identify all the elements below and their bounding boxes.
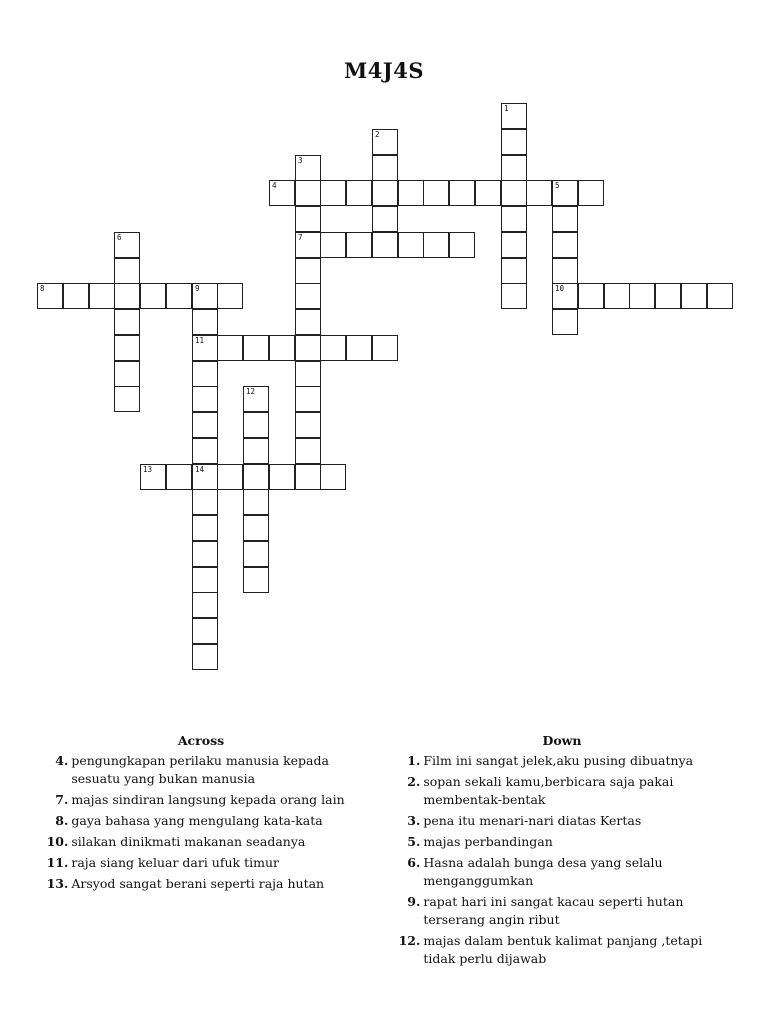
grid-cell[interactable] [192,515,218,541]
grid-cell[interactable] [398,180,424,206]
grid-cell[interactable] [114,361,140,387]
grid-cell[interactable] [372,335,398,361]
clue-text: majas dalam bentuk kalimat panjang ,tetapi tidak perlu dijawab [423,933,703,966]
grid-cell[interactable] [295,412,321,438]
clue-across: 7 . majas sindiran langsung kepada orang lain [40,791,362,809]
grid-cell[interactable] [372,206,398,232]
clue-text: gaya bahasa yang mengulang kata-kata [71,813,323,828]
clue-number: 13 [46,876,64,891]
grid-cell[interactable] [295,155,321,181]
grid-cell[interactable] [295,180,321,206]
grid-cell[interactable] [192,541,218,567]
grid-cell[interactable] [63,283,89,309]
grid-cell[interactable] [629,283,655,309]
grid-cell[interactable] [501,103,527,129]
across-clues [40,732,362,896]
grid-cell[interactable] [372,232,398,258]
grid-cell[interactable] [501,232,527,258]
grid-cell[interactable] [449,180,475,206]
clue-across: 10 . silakan dinikmati makanan seadanya [40,833,362,851]
clue-number: 6 [407,855,416,870]
grid-cell[interactable] [243,489,269,515]
clue-across: 11 . raja siang keluar dari ufuk timur [40,854,362,872]
grid-cell[interactable] [501,129,527,155]
clue-number: 2 [407,774,416,789]
grid-cell[interactable] [114,335,140,361]
clue-text: raja siang keluar dari ufuk timur [71,855,279,870]
grid-cell[interactable] [243,567,269,593]
cell-number: 7 [298,233,303,242]
down-clues [392,732,732,971]
grid-cell[interactable] [578,283,604,309]
grid-cell[interactable] [552,258,578,284]
clue-text: rapat hari ini sangat kacau seperti hutan terserang angin ribut [423,894,684,927]
grid-cell[interactable] [269,464,295,490]
grid-cell[interactable] [295,283,321,309]
across-heading: Across [177,733,225,748]
cell-number: 2 [375,130,380,139]
cell-number: 4 [272,181,277,190]
puzzle-title: M4J4S [343,58,425,83]
clue-text: Hasna adalah bunga desa yang selalu menganggumkan [423,855,663,888]
grid-cell[interactable] [295,258,321,284]
grid-cell[interactable] [243,515,269,541]
grid-cell[interactable] [295,206,321,232]
grid-cell[interactable] [707,283,733,309]
grid-cell[interactable] [269,335,295,361]
grid-cell[interactable] [552,206,578,232]
grid-cell[interactable] [243,464,269,490]
grid-cell[interactable] [552,232,578,258]
grid-cell[interactable] [295,232,321,258]
grid-cell[interactable] [114,283,140,309]
down-heading: Down [542,733,582,748]
grid-cell[interactable] [423,232,449,258]
cell-number: 11 [195,336,205,345]
grid-cell[interactable] [295,464,321,490]
grid-cell[interactable] [192,283,218,309]
clue-text: majas perbandingan [423,834,553,849]
cell-number: 1 [504,104,509,113]
grid-cell[interactable] [243,541,269,567]
grid-cell[interactable] [346,180,372,206]
grid-cell[interactable] [114,232,140,258]
cell-number: 12 [246,387,256,396]
clue-across: 13 . Arsyod sangat berani seperti raja hutan [40,875,362,893]
grid-cell[interactable] [295,438,321,464]
grid-cell[interactable] [552,309,578,335]
cell-number: 10 [555,284,565,293]
grid-cell[interactable] [501,283,527,309]
clue-number: 10 [46,834,64,849]
clue-number: 7 [55,792,64,807]
grid-cell[interactable] [320,335,346,361]
grid-cell[interactable] [192,644,218,670]
clue-text: pena itu menari-nari diatas Kertas [423,813,642,828]
clue-number: 12 [398,933,416,948]
grid-cell[interactable] [295,386,321,412]
grid-cell[interactable] [166,464,192,490]
grid-cell[interactable] [372,129,398,155]
grid-cell[interactable] [243,335,269,361]
grid-cell[interactable] [217,335,243,361]
grid-cell[interactable] [192,567,218,593]
clue-text: Film ini sangat jelek,aku pusing dibuatnya [423,753,694,768]
clue-across: 4 . pengungkapan perilaku manusia kepada sesuatu yang bukan manusia [40,752,362,788]
clue-down: 6 . Hasna adalah bunga desa yang selalu menganggumkan [392,854,732,890]
grid-cell[interactable] [655,283,681,309]
grid-cell[interactable] [501,180,527,206]
grid-cell[interactable] [295,361,321,387]
grid-cell[interactable] [89,283,115,309]
grid-cell[interactable] [372,180,398,206]
grid-cell[interactable] [449,232,475,258]
grid-cell[interactable] [192,386,218,412]
clue-number: 5 [407,834,416,849]
grid-cell[interactable] [346,335,372,361]
cell-number: 5 [555,181,560,190]
grid-cell[interactable] [192,592,218,618]
grid-cell[interactable] [114,386,140,412]
grid-cell[interactable] [217,283,243,309]
grid-cell[interactable] [217,464,243,490]
grid-cell[interactable] [320,464,346,490]
clue-number: 3 [407,813,416,828]
grid-cell[interactable] [501,206,527,232]
grid-cell[interactable] [192,464,218,490]
grid-cell[interactable] [192,309,218,335]
grid-cell[interactable] [423,180,449,206]
grid-cell[interactable] [140,283,166,309]
grid-cell[interactable] [192,489,218,515]
grid-cell[interactable] [192,335,218,361]
grid-cell[interactable] [604,283,630,309]
clue-text: sopan sekali kamu,berbicara saja pakai membentak-bentak [423,774,674,807]
grid-cell[interactable] [295,335,321,361]
grid-cell[interactable] [166,283,192,309]
grid-cell[interactable] [372,155,398,181]
grid-cell[interactable] [37,283,63,309]
grid-cell[interactable] [526,180,552,206]
grid-cell[interactable] [398,232,424,258]
cell-number: 14 [195,465,205,474]
grid-cell[interactable] [681,283,707,309]
clue-number: 9 [407,894,416,909]
clue-down: 2 . sopan sekali kamu,berbicara saja pakai membentak-bentak [392,773,732,809]
grid-cell[interactable] [501,258,527,284]
grid-cell[interactable] [578,180,604,206]
grid-cell[interactable] [192,438,218,464]
grid-cell[interactable] [320,232,346,258]
grid-cell[interactable] [114,309,140,335]
clue-number: 1 [407,753,416,768]
grid-cell[interactable] [552,180,578,206]
cell-number: 13 [143,465,153,474]
cell-number: 6 [117,233,122,242]
grid-cell[interactable] [192,412,218,438]
grid-cell[interactable] [140,464,166,490]
clue-down: 3 . pena itu menari-nari diatas Kertas [392,812,732,830]
clue-down: 5 . majas perbandingan [392,833,732,851]
grid-cell[interactable] [475,180,501,206]
clue-text: Arsyod sangat berani seperti raja hutan [71,876,325,891]
clue-number: 4 [55,753,64,768]
grid-cell[interactable] [346,232,372,258]
clue-down: 12 . majas dalam bentuk kalimat panjang ,tetapi tidak perlu dijawab [392,932,732,968]
clue-text: majas sindiran langsung kepada orang lain [71,792,345,807]
grid-cell[interactable] [501,155,527,181]
grid-cell[interactable] [243,438,269,464]
cell-number: 8 [40,284,45,293]
cell-number: 3 [298,156,303,165]
grid-cell[interactable] [243,412,269,438]
clue-number: 8 [55,813,64,828]
clue-across: 8 . gaya bahasa yang mengulang kata-kata [40,812,362,830]
grid-cell[interactable] [114,258,140,284]
grid-cell[interactable] [295,309,321,335]
grid-cell[interactable] [192,361,218,387]
clue-text: pengungkapan perilaku manusia kepada sesuatu yang bukan manusia [71,753,329,786]
clue-down: 9 . rapat hari ini sangat kacau seperti hutan terserang angin ribut [392,893,732,929]
grid-cell[interactable] [243,386,269,412]
cell-number: 9 [195,284,200,293]
grid-cell[interactable] [320,180,346,206]
grid-cell[interactable] [552,283,578,309]
clue-down: 1 . Film ini sangat jelek,aku pusing dibuatnya [392,752,732,770]
clue-number: 11 [46,855,64,870]
grid-cell[interactable] [192,618,218,644]
grid-cell[interactable] [269,180,295,206]
clue-text: silakan dinikmati makanan seadanya [71,834,306,849]
